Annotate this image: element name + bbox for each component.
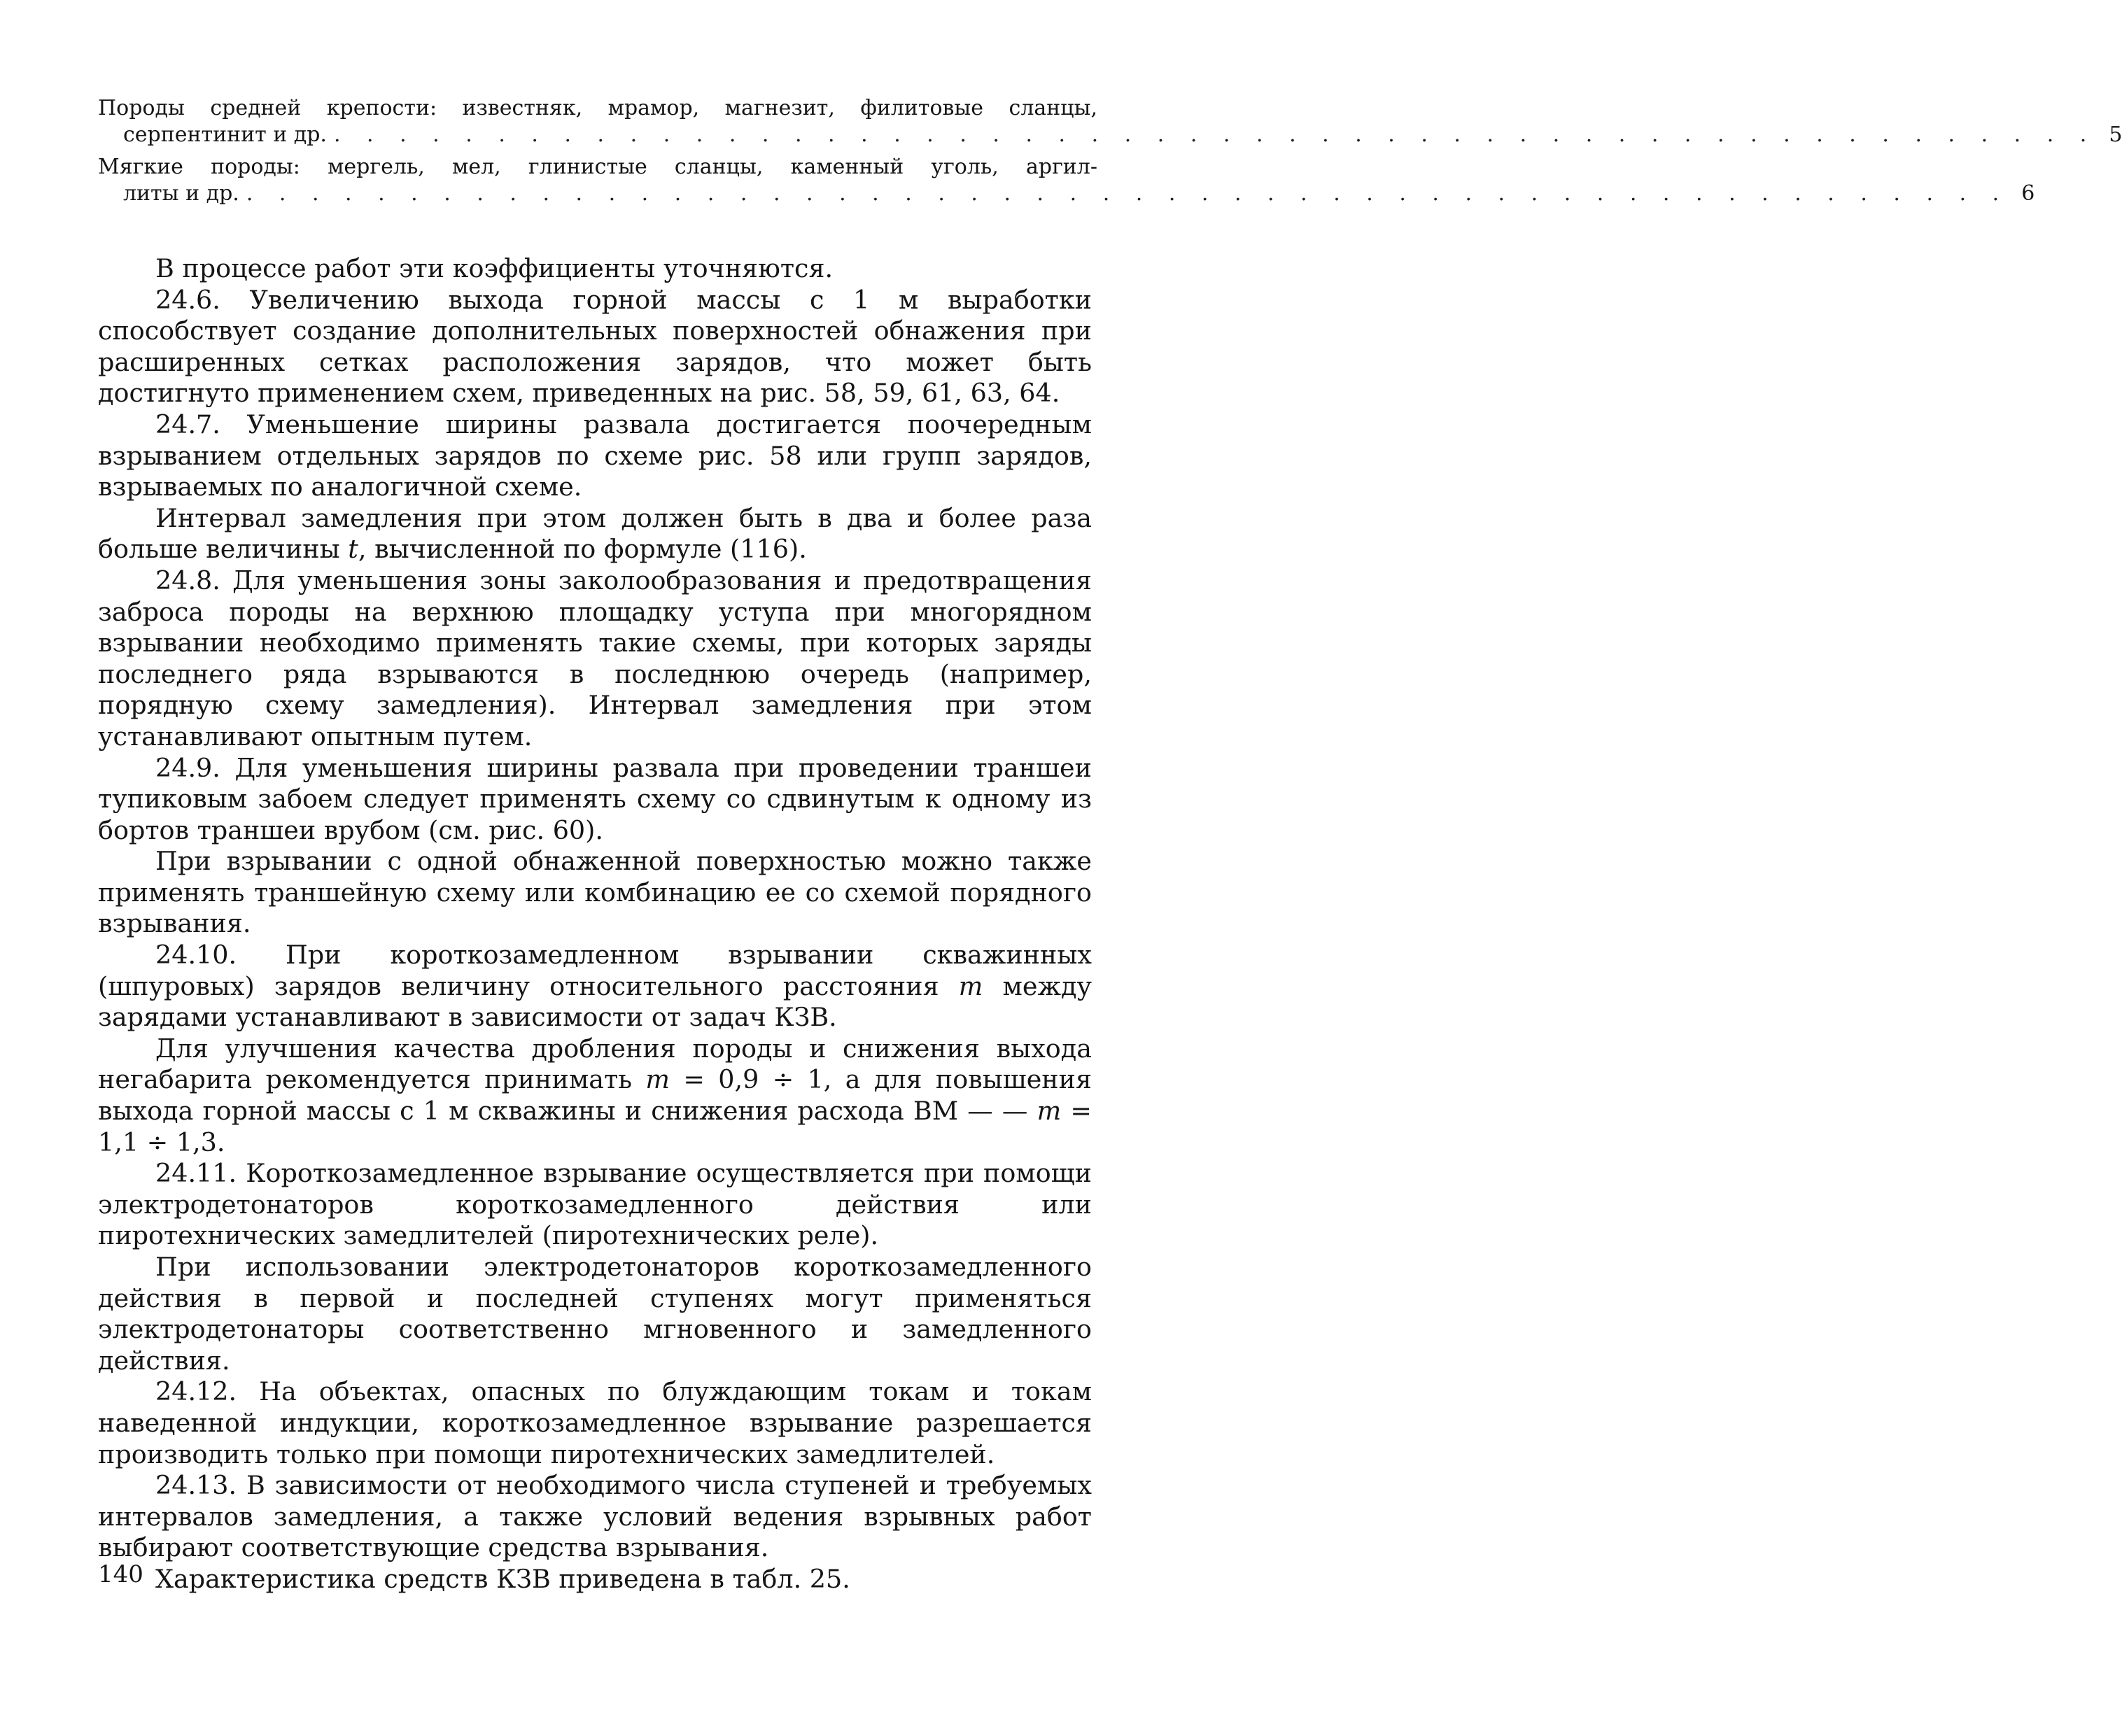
table-row-label: Мягкие породы: мергель, мел, глинистые сланцы, каменный уголь, аргил- bbox=[98, 155, 1097, 179]
paragraph-text: При использовании электродетонаторов короткозамедленного действия в первой и последней ступенях могут применяться электродетонаторы соответственно мгновенного и замедленного действия. bbox=[98, 1252, 1092, 1376]
variable-t: t bbox=[348, 534, 358, 565]
paragraph-text: = 1,1 ÷ 1,3. bbox=[98, 1096, 1092, 1157]
variable-m: m bbox=[1037, 1096, 1062, 1127]
paragraph bbox=[98, 503, 1092, 565]
paragraph-text: При взрывании с одной обнаженной поверхностью можно также применять траншейную схему или комбинацию ее со схемой порядного взрывания. bbox=[98, 846, 1092, 939]
paragraph-text: 24.9. Для уменьшения ширины развала при проведении траншеи тупиковым забоем следует применять схему со сдвинутым к одному из бортов траншеи врубом (см. рис. 60). bbox=[98, 752, 1092, 845]
paragraph bbox=[98, 1252, 1092, 1376]
paragraph-24-8 bbox=[98, 565, 1092, 753]
paragraph-24-11 bbox=[98, 1158, 1092, 1252]
paragraph-text: 24.6. Увеличению выхода горной массы с 1 м выработки способствует создание дополнительных поверхностей обнажения при расширенных сетках расположения зарядов, что может быть достигнуто применением схем, приведенных на рис. 58, 59, 61, 63, 64. bbox=[98, 284, 1092, 409]
paragraph-24-7 bbox=[98, 409, 1092, 503]
paragraph-text: 24.11. Короткозамедленное взрывание осуществляется при помощи электродетонаторов короткозамедленного действия или пиротехнических замедлителей (пиротехнических реле). bbox=[98, 1158, 1092, 1251]
dot-leader: . . . . . . . . . . . . . . . . . . . . . . . . . . . . . . . . . . . . . . . . . . . . . . . . . . . . . . bbox=[246, 181, 2009, 206]
paragraph-text: 24.8. Для уменьшения зоны заколообразования и предотвращения заброса породы на верхнюю площадку уступа при многорядном взрывании необходимо применять такие схемы, при которых заряды последнего ряда взрываются в последнюю очередь (например, порядную схему замедления). Интервал замедления при этом устанавливают опытным путем. bbox=[98, 565, 1092, 751]
table-row-value: 6 bbox=[2021, 181, 2035, 206]
paragraph bbox=[98, 846, 1092, 940]
table-row bbox=[98, 95, 2122, 148]
paragraph-text: 24.12. На объектах, опасных по блуждающим токам и токам наведенной индукции, короткозамедленное взрывание разрешается производить только при помощи пиротехнических замедлителей. bbox=[98, 1376, 1092, 1469]
paragraph-24-10 bbox=[98, 940, 1092, 1033]
paragraph-24-12 bbox=[98, 1376, 1092, 1470]
paragraph bbox=[98, 1564, 1092, 1595]
paragraph-24-9 bbox=[98, 753, 1092, 847]
variable-m: m bbox=[958, 971, 983, 1001]
paragraph-text: 24.7. Уменьшение ширины развала достигается поочередным взрыванием отдельных зарядов по схеме рис. 58 или групп зарядов, взрываемых по аналогичной схеме. bbox=[98, 409, 1092, 502]
paragraph-text: Интервал замедления при этом должен быть в два и более раза больше величины bbox=[98, 502, 1092, 565]
paragraph-text: В процессе работ эти коэффициенты уточняются. bbox=[155, 253, 834, 283]
table-row-value: 5 bbox=[2109, 122, 2122, 147]
paragraph-text: Для улучшения качества дробления породы и снижения выхода негабарита рекомендуется принимать bbox=[98, 1033, 1092, 1095]
dot-leader: . . . . . . . . . . . . . . . . . . . . . . . . . . . . . . . . . . . . . . . . . . . . . . . . . . . . . . bbox=[333, 122, 2097, 147]
paragraph-text: между зарядами устанавливают в зависимости от задач КЗВ. bbox=[98, 971, 1092, 1033]
paragraph-text: Характеристика средств КЗВ приведена в табл. 25. bbox=[155, 1563, 850, 1594]
variable-m: m bbox=[645, 1064, 670, 1095]
paragraph bbox=[98, 253, 1092, 285]
table-row-label-continued: серпентинит и др. bbox=[123, 122, 327, 147]
table-fragment bbox=[98, 95, 2122, 213]
paragraph-text: 24.10. При короткозамедленном взрывании скважинных (шпуровых) зарядов величину относительного расстояния bbox=[98, 940, 1092, 1001]
paragraph bbox=[98, 1033, 1092, 1158]
table-row bbox=[98, 154, 2035, 207]
table-row-label: Породы средней крепости: известняк, мрамор, магнезит, филитовые сланцы, bbox=[98, 96, 1097, 120]
paragraph-24-6 bbox=[98, 285, 1092, 409]
page-number: 140 bbox=[98, 1560, 143, 1588]
paragraph-text: , вычисленной по формуле (116). bbox=[358, 534, 807, 565]
paragraph-text: = 0,9 ÷ 1, а для повышения выхода горной массы с 1 м скважины и снижения расхода ВМ — — bbox=[98, 1064, 1092, 1127]
body-text bbox=[98, 253, 1092, 1595]
table-row-label-continued: литы и др. bbox=[123, 181, 239, 206]
paragraph-24-13 bbox=[98, 1470, 1092, 1564]
paragraph-text: 24.13. В зависимости от необходимого числа ступеней и требуемых интервалов замедления, а также условий ведения взрывных работ выбирают соответствующие средства взрывания. bbox=[98, 1470, 1092, 1563]
